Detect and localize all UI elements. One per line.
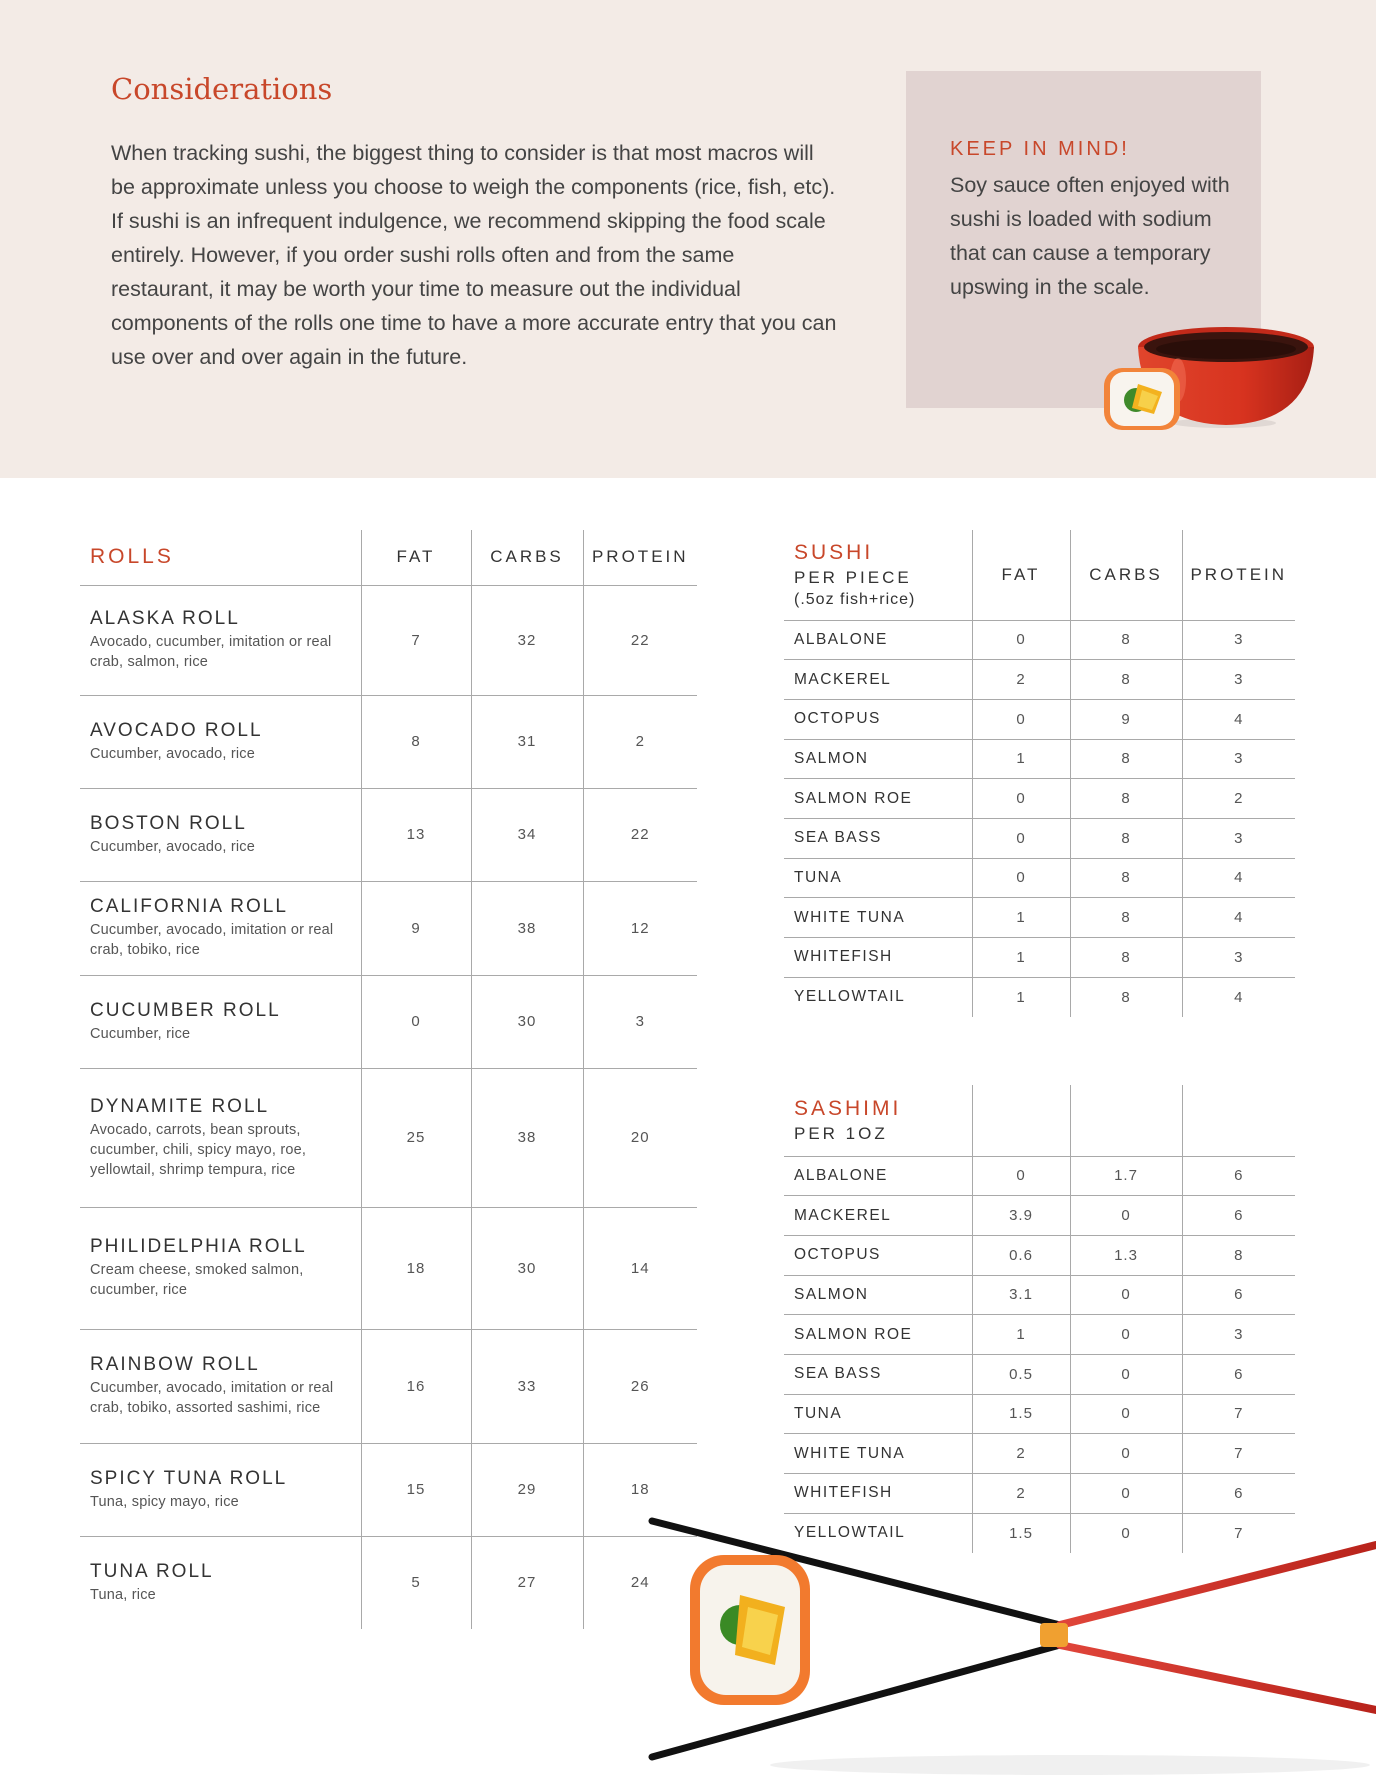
roll-name: DYNAMITE ROLL — [90, 1095, 270, 1117]
protein-value: 22 — [583, 585, 697, 695]
table-row — [784, 977, 1295, 1017]
roll-name: CALIFORNIA ROLL — [90, 896, 288, 917]
roll-desc: Avocado, cucumber, imitation or real crab, salmon, rice — [90, 634, 332, 670]
roll-desc: Cucumber, rice — [90, 1025, 191, 1042]
protein-value: 4 — [1182, 977, 1295, 1017]
table-row — [784, 1156, 1295, 1196]
roll-cell — [80, 975, 361, 1068]
protein-value: 26 — [583, 1329, 697, 1443]
chopsticks-sushi-icon — [640, 1495, 1376, 1780]
fat-value: 0 — [972, 818, 1070, 858]
roll-name: PHILIDELPHIA ROLL — [90, 1236, 307, 1257]
carbs-value: 8 — [1070, 739, 1182, 779]
protein-value: 3 — [1182, 1315, 1295, 1355]
carbs-value: 0 — [1070, 1196, 1182, 1236]
fat-value: 1 — [972, 938, 1070, 978]
table-row — [784, 620, 1295, 660]
fish-name: WHITEFISH — [784, 1474, 972, 1514]
fat-value: 18 — [361, 1207, 471, 1329]
sushi-header-row — [784, 530, 1295, 620]
fat-value: 0.6 — [972, 1235, 1070, 1275]
protein-header: PROTEIN — [1182, 530, 1295, 620]
keep-in-mind-title: KEEP IN MIND! — [950, 138, 1130, 160]
fish-name: SALMON ROE — [784, 779, 972, 819]
table-row — [784, 699, 1295, 739]
fat-value: 0 — [972, 1156, 1070, 1196]
protein-value: 3 — [1182, 660, 1295, 700]
empty-header — [972, 1085, 1070, 1156]
fish-name: WHITEFISH — [784, 938, 972, 978]
fish-name: SEA BASS — [784, 818, 972, 858]
empty-header — [1070, 1085, 1182, 1156]
carbs-header: CARBS — [471, 530, 583, 585]
sashimi-heading — [784, 1085, 972, 1156]
table-row — [784, 898, 1295, 938]
sashimi-subtitle: PER 1OZ — [794, 1123, 888, 1143]
carbs-value: 0 — [1070, 1354, 1182, 1394]
protein-value: 3 — [1182, 938, 1295, 978]
protein-value: 4 — [1182, 898, 1295, 938]
roll-name: SPICY TUNA ROLL — [90, 1467, 288, 1489]
fish-name: TUNA — [784, 1394, 972, 1434]
roll-cell — [80, 1207, 361, 1329]
protein-value: 2 — [1182, 779, 1295, 819]
table-row — [80, 695, 697, 788]
roll-name: CUCUMBER ROLL — [90, 999, 281, 1021]
roll-desc: Cream cheese, smoked salmon, cucumber, rice — [90, 1262, 304, 1298]
table-row — [784, 660, 1295, 700]
table-row — [784, 938, 1295, 978]
protein-value: 3 — [1182, 818, 1295, 858]
sashimi-title: SASHIMI — [794, 1096, 902, 1120]
protein-value: 7 — [1182, 1513, 1295, 1553]
roll-desc: Cucumber, avocado, rice — [90, 745, 255, 762]
carbs-header: CARBS — [1070, 530, 1182, 620]
fish-name: ALBALONE — [784, 1156, 972, 1196]
roll-desc: Cucumber, avocado, imitation or real crab, tobiko, rice — [90, 922, 334, 958]
carbs-value: 8 — [1070, 620, 1182, 660]
table-row — [784, 779, 1295, 819]
fat-value: 0.5 — [972, 1354, 1070, 1394]
protein-value: 24 — [583, 1536, 697, 1629]
carbs-value: 1.7 — [1070, 1156, 1182, 1196]
fat-header: FAT — [972, 530, 1070, 620]
roll-cell — [80, 788, 361, 881]
carbs-value: 8 — [1070, 898, 1182, 938]
fat-value: 1 — [972, 739, 1070, 779]
rolls-title: ROLLS — [90, 545, 174, 569]
roll-name: RAINBOW ROLL — [90, 1354, 260, 1375]
fish-name: SALMON — [784, 1275, 972, 1315]
carbs-value: 8 — [1070, 938, 1182, 978]
carbs-value: 8 — [1070, 858, 1182, 898]
carbs-value: 30 — [471, 1207, 583, 1329]
fat-value: 13 — [361, 788, 471, 881]
table-row — [784, 1235, 1295, 1275]
carbs-value: 0 — [1070, 1315, 1182, 1355]
fat-value: 1 — [972, 898, 1070, 938]
sushi-title: SUSHI — [794, 540, 874, 564]
carbs-value: 30 — [471, 975, 583, 1068]
roll-cell — [80, 1068, 361, 1207]
carbs-value: 27 — [471, 1536, 583, 1629]
protein-value: 3 — [1182, 620, 1295, 660]
considerations-title: Considerations — [111, 72, 333, 106]
carbs-value: 0 — [1070, 1474, 1182, 1514]
carbs-value: 29 — [471, 1443, 583, 1536]
protein-value: 3 — [1182, 739, 1295, 779]
protein-value: 6 — [1182, 1275, 1295, 1315]
keep-in-mind-body: Soy sauce often enjoyed with sushi is loaded with sodium that can cause a temporary upswing in the scale. — [950, 173, 1230, 299]
protein-value: 7 — [1182, 1394, 1295, 1434]
table-row — [784, 739, 1295, 779]
table-row — [784, 1275, 1295, 1315]
fat-value: 2 — [972, 1434, 1070, 1474]
roll-name: TUNA ROLL — [90, 1560, 214, 1582]
rolls-header-row — [80, 530, 697, 585]
roll-desc: Avocado, carrots, bean sprouts, cucumber, chili, spicy mayo, roe, yellowtail, shrimp tempura, rice — [90, 1121, 307, 1178]
roll-cell — [80, 1536, 361, 1629]
table-row — [784, 1434, 1295, 1474]
fish-name: TUNA — [784, 858, 972, 898]
fat-value: 0 — [972, 699, 1070, 739]
fish-name: ALBALONE — [784, 620, 972, 660]
protein-value: 7 — [1182, 1434, 1295, 1474]
sashimi-header-row — [784, 1085, 1295, 1156]
fat-value: 3.9 — [972, 1196, 1070, 1236]
fat-value: 9 — [361, 881, 471, 975]
fat-value: 1 — [972, 1315, 1070, 1355]
table-row — [784, 1196, 1295, 1236]
protein-header: PROTEIN — [583, 530, 697, 585]
table-row — [80, 975, 697, 1068]
roll-cell — [80, 695, 361, 788]
carbs-value: 1.3 — [1070, 1235, 1182, 1275]
roll-name: AVOCADO ROLL — [90, 719, 263, 741]
sushi-piece — [690, 1555, 810, 1705]
protein-value: 6 — [1182, 1156, 1295, 1196]
fish-name: SALMON — [784, 739, 972, 779]
fat-value: 0 — [972, 858, 1070, 898]
fish-name: YELLOWTAIL — [784, 977, 972, 1017]
fat-value: 0 — [972, 779, 1070, 819]
roll-cell — [80, 585, 361, 695]
carbs-value: 32 — [471, 585, 583, 695]
fat-value: 16 — [361, 1329, 471, 1443]
roll-desc: Cucumber, avocado, rice — [90, 838, 255, 855]
carbs-value: 34 — [471, 788, 583, 881]
roll-name: BOSTON ROLL — [90, 812, 247, 834]
protein-value: 6 — [1182, 1354, 1295, 1394]
roll-desc: Tuna, spicy mayo, rice — [90, 1493, 239, 1510]
carbs-value: 38 — [471, 1068, 583, 1207]
carbs-value: 8 — [1070, 660, 1182, 700]
fish-name: MACKEREL — [784, 660, 972, 700]
sashimi-table — [784, 1085, 1295, 1553]
fat-value: 0 — [972, 620, 1070, 660]
fish-name: WHITE TUNA — [784, 1434, 972, 1474]
protein-value: 2 — [583, 695, 697, 788]
roll-name: ALASKA ROLL — [90, 608, 240, 629]
fish-name: MACKEREL — [784, 1196, 972, 1236]
table-row — [784, 1315, 1295, 1355]
sushi-subtitle: PER PIECE — [794, 567, 912, 587]
protein-value: 8 — [1182, 1235, 1295, 1275]
table-row — [784, 858, 1295, 898]
fish-name: SALMON ROE — [784, 1315, 972, 1355]
table-row — [80, 1329, 697, 1443]
carbs-value: 0 — [1070, 1275, 1182, 1315]
carbs-value: 8 — [1070, 977, 1182, 1017]
protein-value: 14 — [583, 1207, 697, 1329]
table-row — [80, 1443, 697, 1536]
table-row — [784, 1354, 1295, 1394]
sushi-table — [784, 530, 1295, 1017]
protein-value: 6 — [1182, 1474, 1295, 1514]
carbs-value: 9 — [1070, 699, 1182, 739]
table-row — [80, 1207, 697, 1329]
fat-value: 2 — [972, 1474, 1070, 1514]
fat-value: 8 — [361, 695, 471, 788]
fat-value: 1.5 — [972, 1513, 1070, 1553]
roll-cell — [80, 1443, 361, 1536]
protein-value: 18 — [583, 1443, 697, 1536]
table-row — [80, 1536, 697, 1629]
considerations-body: When tracking sushi, the biggest thing to consider is that most macros will be approximate unless you choose to weigh the components (rice, fish, etc). If sushi is an infrequent indulgence, we recommend skipping the food scale entirely. However, if you order sushi rolls often and from the same restaurant, it may be worth your time to measure out the individual components of the rolls one time to have a more accurate entry that you can use over and over again in the future. — [111, 141, 837, 369]
fish-name: YELLOWTAIL — [784, 1513, 972, 1553]
sushi-heading — [784, 530, 972, 620]
rolls-table — [80, 530, 697, 1629]
empty-header — [1182, 1085, 1295, 1156]
table-row — [80, 1068, 697, 1207]
carbs-value: 31 — [471, 695, 583, 788]
sushi-note: (.5oz fish+rice) — [794, 590, 916, 608]
fat-value: 3.1 — [972, 1275, 1070, 1315]
carbs-value: 0 — [1070, 1513, 1182, 1553]
fat-value: 25 — [361, 1068, 471, 1207]
carbs-value: 38 — [471, 881, 583, 975]
carbs-value: 0 — [1070, 1394, 1182, 1434]
fish-name: OCTOPUS — [784, 699, 972, 739]
fat-value: 2 — [972, 660, 1070, 700]
roll-cell — [80, 1329, 361, 1443]
sushi-roll-icon — [1102, 362, 1182, 432]
table-row — [80, 788, 697, 881]
roll-desc: Tuna, rice — [90, 1586, 156, 1603]
carbs-value: 33 — [471, 1329, 583, 1443]
fat-value: 1.5 — [972, 1394, 1070, 1434]
carbs-value: 0 — [1070, 1434, 1182, 1474]
fat-value: 0 — [361, 975, 471, 1068]
fat-header: FAT — [361, 530, 471, 585]
fish-name: SEA BASS — [784, 1354, 972, 1394]
table-row — [80, 881, 697, 975]
protein-value: 3 — [583, 975, 697, 1068]
roll-cell — [80, 881, 361, 975]
fat-value: 1 — [972, 977, 1070, 1017]
fish-name: WHITE TUNA — [784, 898, 972, 938]
table-row — [784, 818, 1295, 858]
fat-value: 15 — [361, 1443, 471, 1536]
protein-value: 20 — [583, 1068, 697, 1207]
fish-name: OCTOPUS — [784, 1235, 972, 1275]
protein-value: 6 — [1182, 1196, 1295, 1236]
table-row — [80, 585, 697, 695]
carbs-value: 8 — [1070, 779, 1182, 819]
fat-value: 7 — [361, 585, 471, 695]
table-row — [784, 1394, 1295, 1434]
protein-value: 4 — [1182, 858, 1295, 898]
carbs-value: 8 — [1070, 818, 1182, 858]
protein-value: 12 — [583, 881, 697, 975]
fat-value: 5 — [361, 1536, 471, 1629]
protein-value: 22 — [583, 788, 697, 881]
protein-value: 4 — [1182, 699, 1295, 739]
roll-desc: Cucumber, avocado, imitation or real crab, tobiko, assorted sashimi, rice — [90, 1380, 334, 1416]
